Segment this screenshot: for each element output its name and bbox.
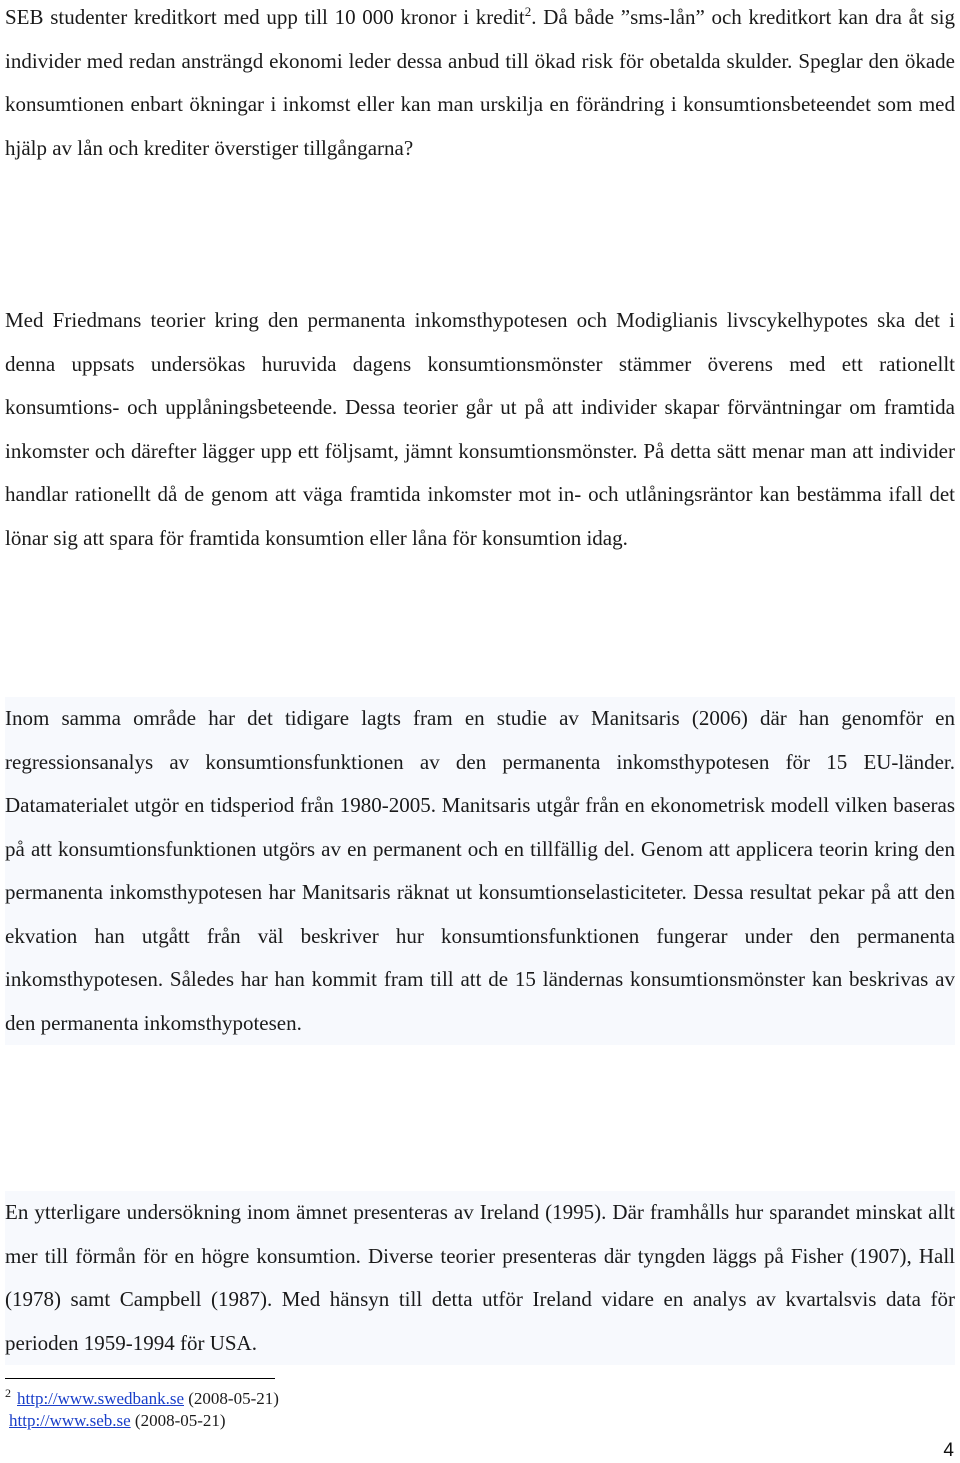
- footnote-1-cont: [5, 1410, 279, 1432]
- page-number: 4: [943, 1440, 954, 1461]
- seb-link[interactable]: http://www.seb.se: [9, 1411, 131, 1430]
- footnote-reference[interactable]: 2: [524, 4, 532, 19]
- footnote-date: (2008-05-21): [188, 1389, 279, 1408]
- paragraph-1: [5, 0, 955, 170]
- footnote-1: [5, 1388, 279, 1410]
- paragraph-4: En ytterligare undersökning inom ämnet presenteras av Ireland (1995). Där framhålls hur sparandet minskat allt mer till förmån för en högre konsumtion. Diverse teorier presenteras där tyngden läggs på Fisher (1907), Hall (1978) samt Campbell (1987). Med hänsyn till detta utför Ireland vidare en analys av kvartalsvis data för perioden 1959-1994 för USA.: [5, 1191, 955, 1365]
- swedbank-link[interactable]: http://www.swedbank.se: [17, 1389, 184, 1408]
- paragraph-2: Med Friedmans teorier kring den permanenta inkomsthypotesen och Modiglianis livscykelhypotes ska det i denna uppsats undersökas huruvida dagens konsumtionsmönster stämmer överens med ett rationellt konsumtions- och upplåningsbeteende. Dessa teorier går ut på att individer skapar förväntningar om framtida inkomster och därefter lägger upp ett följsamt, jämnt konsumtionsmönster. På detta sätt menar man att individer handlar rationellt då de genom att väga framtida inkomster mot in- och utlåningsräntor kan bestämma ifall det lönar sig att spara för framtida konsumtion eller låna för konsumtion idag.: [5, 308, 955, 550]
- paragraph-1-text-cont: . Då både ”sms-lån” och kreditkort kan dra åt sig individer med redan ansträngd ekonomi leder dessa anbud till ökad risk för obetalda skulder. Speglar den ökade konsumtionen enbart ökningar i inkomst eller kan man urskilja en förändring i konsumtionsbeteendet som med hjälp av lån och krediter överstiger tillgångarna?: [5, 5, 955, 160]
- footnote-date: (2008-05-21): [134, 1411, 226, 1430]
- paragraph-3: Inom samma område har det tidigare lagts fram en studie av Manitsaris (2006) där han genomför en regressionsanalys av konsumtionsfunktionen av den permanenta inkomsthypotesen för 15 EU-länder. Datamaterialet utgör en tidsperiod från 1980-2005. Manitsaris utgår från en ekonometrisk modell vilken baseras på att konsumtionsfunktionen utgörs av en permanent och en tillfällig del. Genom att applicera teorin kring den permanenta inkomsthypotesen har Manitsaris räknat ut konsumtionselasticiteter. Dessa resultat pekar på att den ekvation han utgått från väl beskriver hur konsumtionsfunktionen fungerar under den permanenta inkomsthypotesen. Således har han kommit fram till att de 15 ländernas konsumtionsmönster kan beskrivas av den permanenta inkomsthypotesen.: [5, 697, 955, 1045]
- footnote-mark: 2: [5, 1386, 11, 1401]
- footnote-separator: [5, 1378, 275, 1379]
- paragraph-1-text: SEB studenter kreditkort med upp till 10 000 kronor i kredit: [5, 5, 525, 29]
- footnotes: [5, 1388, 279, 1432]
